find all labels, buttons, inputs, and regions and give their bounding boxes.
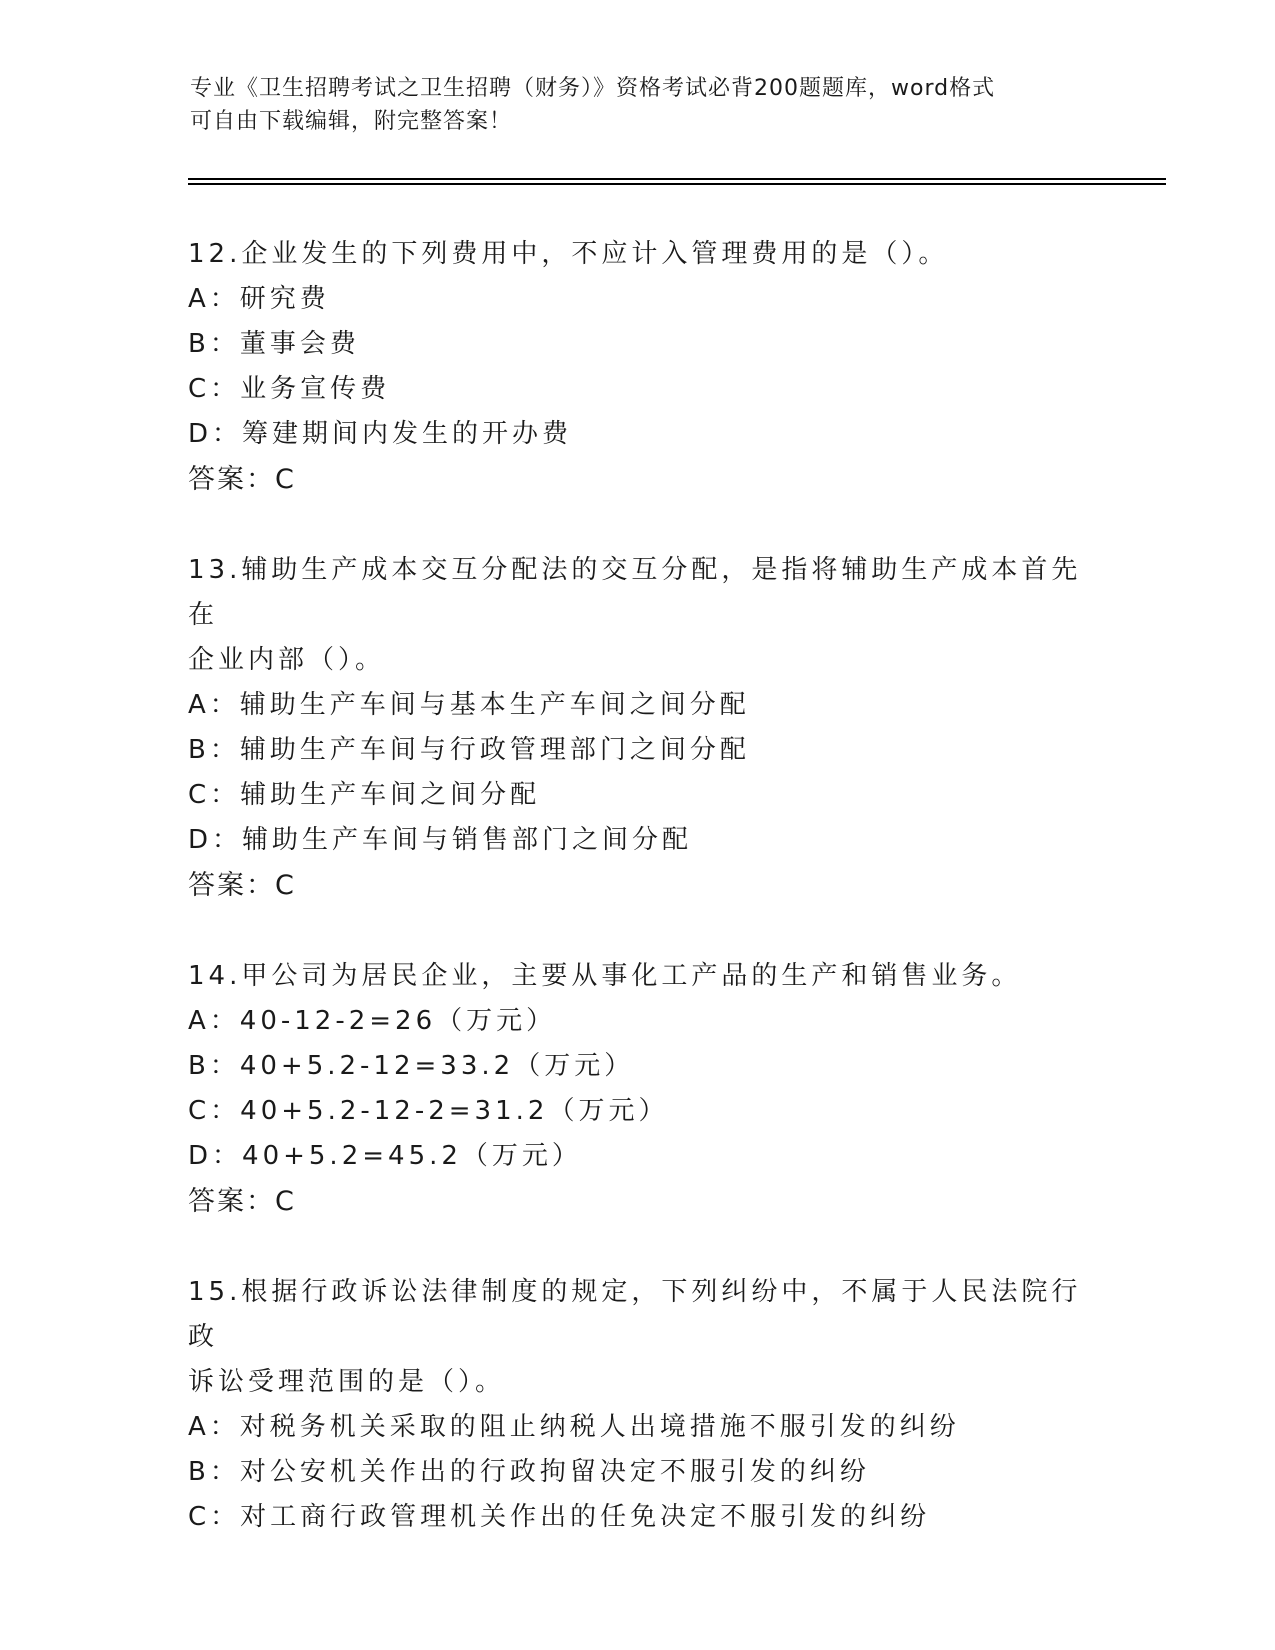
option-b: B：对公安机关作出的行政拘留决定不服引发的纠纷 [188,1457,870,1487]
option-c: C：辅助生产车间之间分配 [188,780,541,810]
option-d: D：辅助生产车间与销售部门之间分配 [188,825,693,855]
header-rule-bottom [188,183,1166,185]
answer-line [188,863,1088,908]
option-c: C：对工商行政管理机关作出的任免决定不服引发的纠纷 [188,1502,931,1532]
question-stem: 15.根据行政诉讼法律制度的规定，下列纠纷中，不属于人民法院行政 诉讼受理范围的是（）。 [188,1277,1082,1397]
question-stem: 12.企业发生的下列费用中，不应计入管理费用的是（）。 [188,239,949,269]
document-header: 专业《卫生招聘考试之卫生招聘（财务）》资格考试必背200题题库，word格式 可自由下载编辑，附完整答案！ [190,76,996,134]
answer-line [188,457,1088,502]
option-a: A：研究费 [188,284,330,314]
option-b: B：董事会费 [188,329,360,359]
question-12 [188,232,1088,502]
option-c: C：业务宣传费 [188,374,391,404]
answer-label: 答案： [188,870,275,901]
answer-value: C [275,870,296,901]
question-stem: 14.甲公司为居民企业，主要从事化工产品的生产和销售业务。 [188,961,1022,991]
answer-label: 答案： [188,1186,275,1217]
question-14 [188,954,1088,1224]
option-d: D：40+5.2=45.2（万元） [188,1141,582,1171]
option-a: A：对税务机关采取的阻止纳税人出境措施不服引发的纠纷 [188,1412,960,1442]
option-c: C：40+5.2-12-2=31.2（万元） [188,1096,669,1126]
option-b: B：40+5.2-12=33.2（万元） [188,1051,635,1081]
option-a: A：辅助生产车间与基本生产车间之间分配 [188,690,750,720]
option-b: B：辅助生产车间与行政管理部门之间分配 [188,735,750,765]
answer-line [188,1179,1088,1224]
question-13 [188,548,1088,908]
question-list [188,232,1088,1586]
question-stem: 13.辅助生产成本交互分配法的交互分配，是指将辅助生产成本首先在 企业内部（）。 [188,555,1082,675]
answer-value: C [275,464,296,495]
answer-value: C [275,1186,296,1217]
answer-label: 答案： [188,464,275,495]
option-a: A：40-12-2=26（万元） [188,1006,557,1036]
header-rule-top [188,178,1166,180]
question-15 [188,1270,1088,1540]
option-d: D：筹建期间内发生的开办费 [188,419,573,449]
